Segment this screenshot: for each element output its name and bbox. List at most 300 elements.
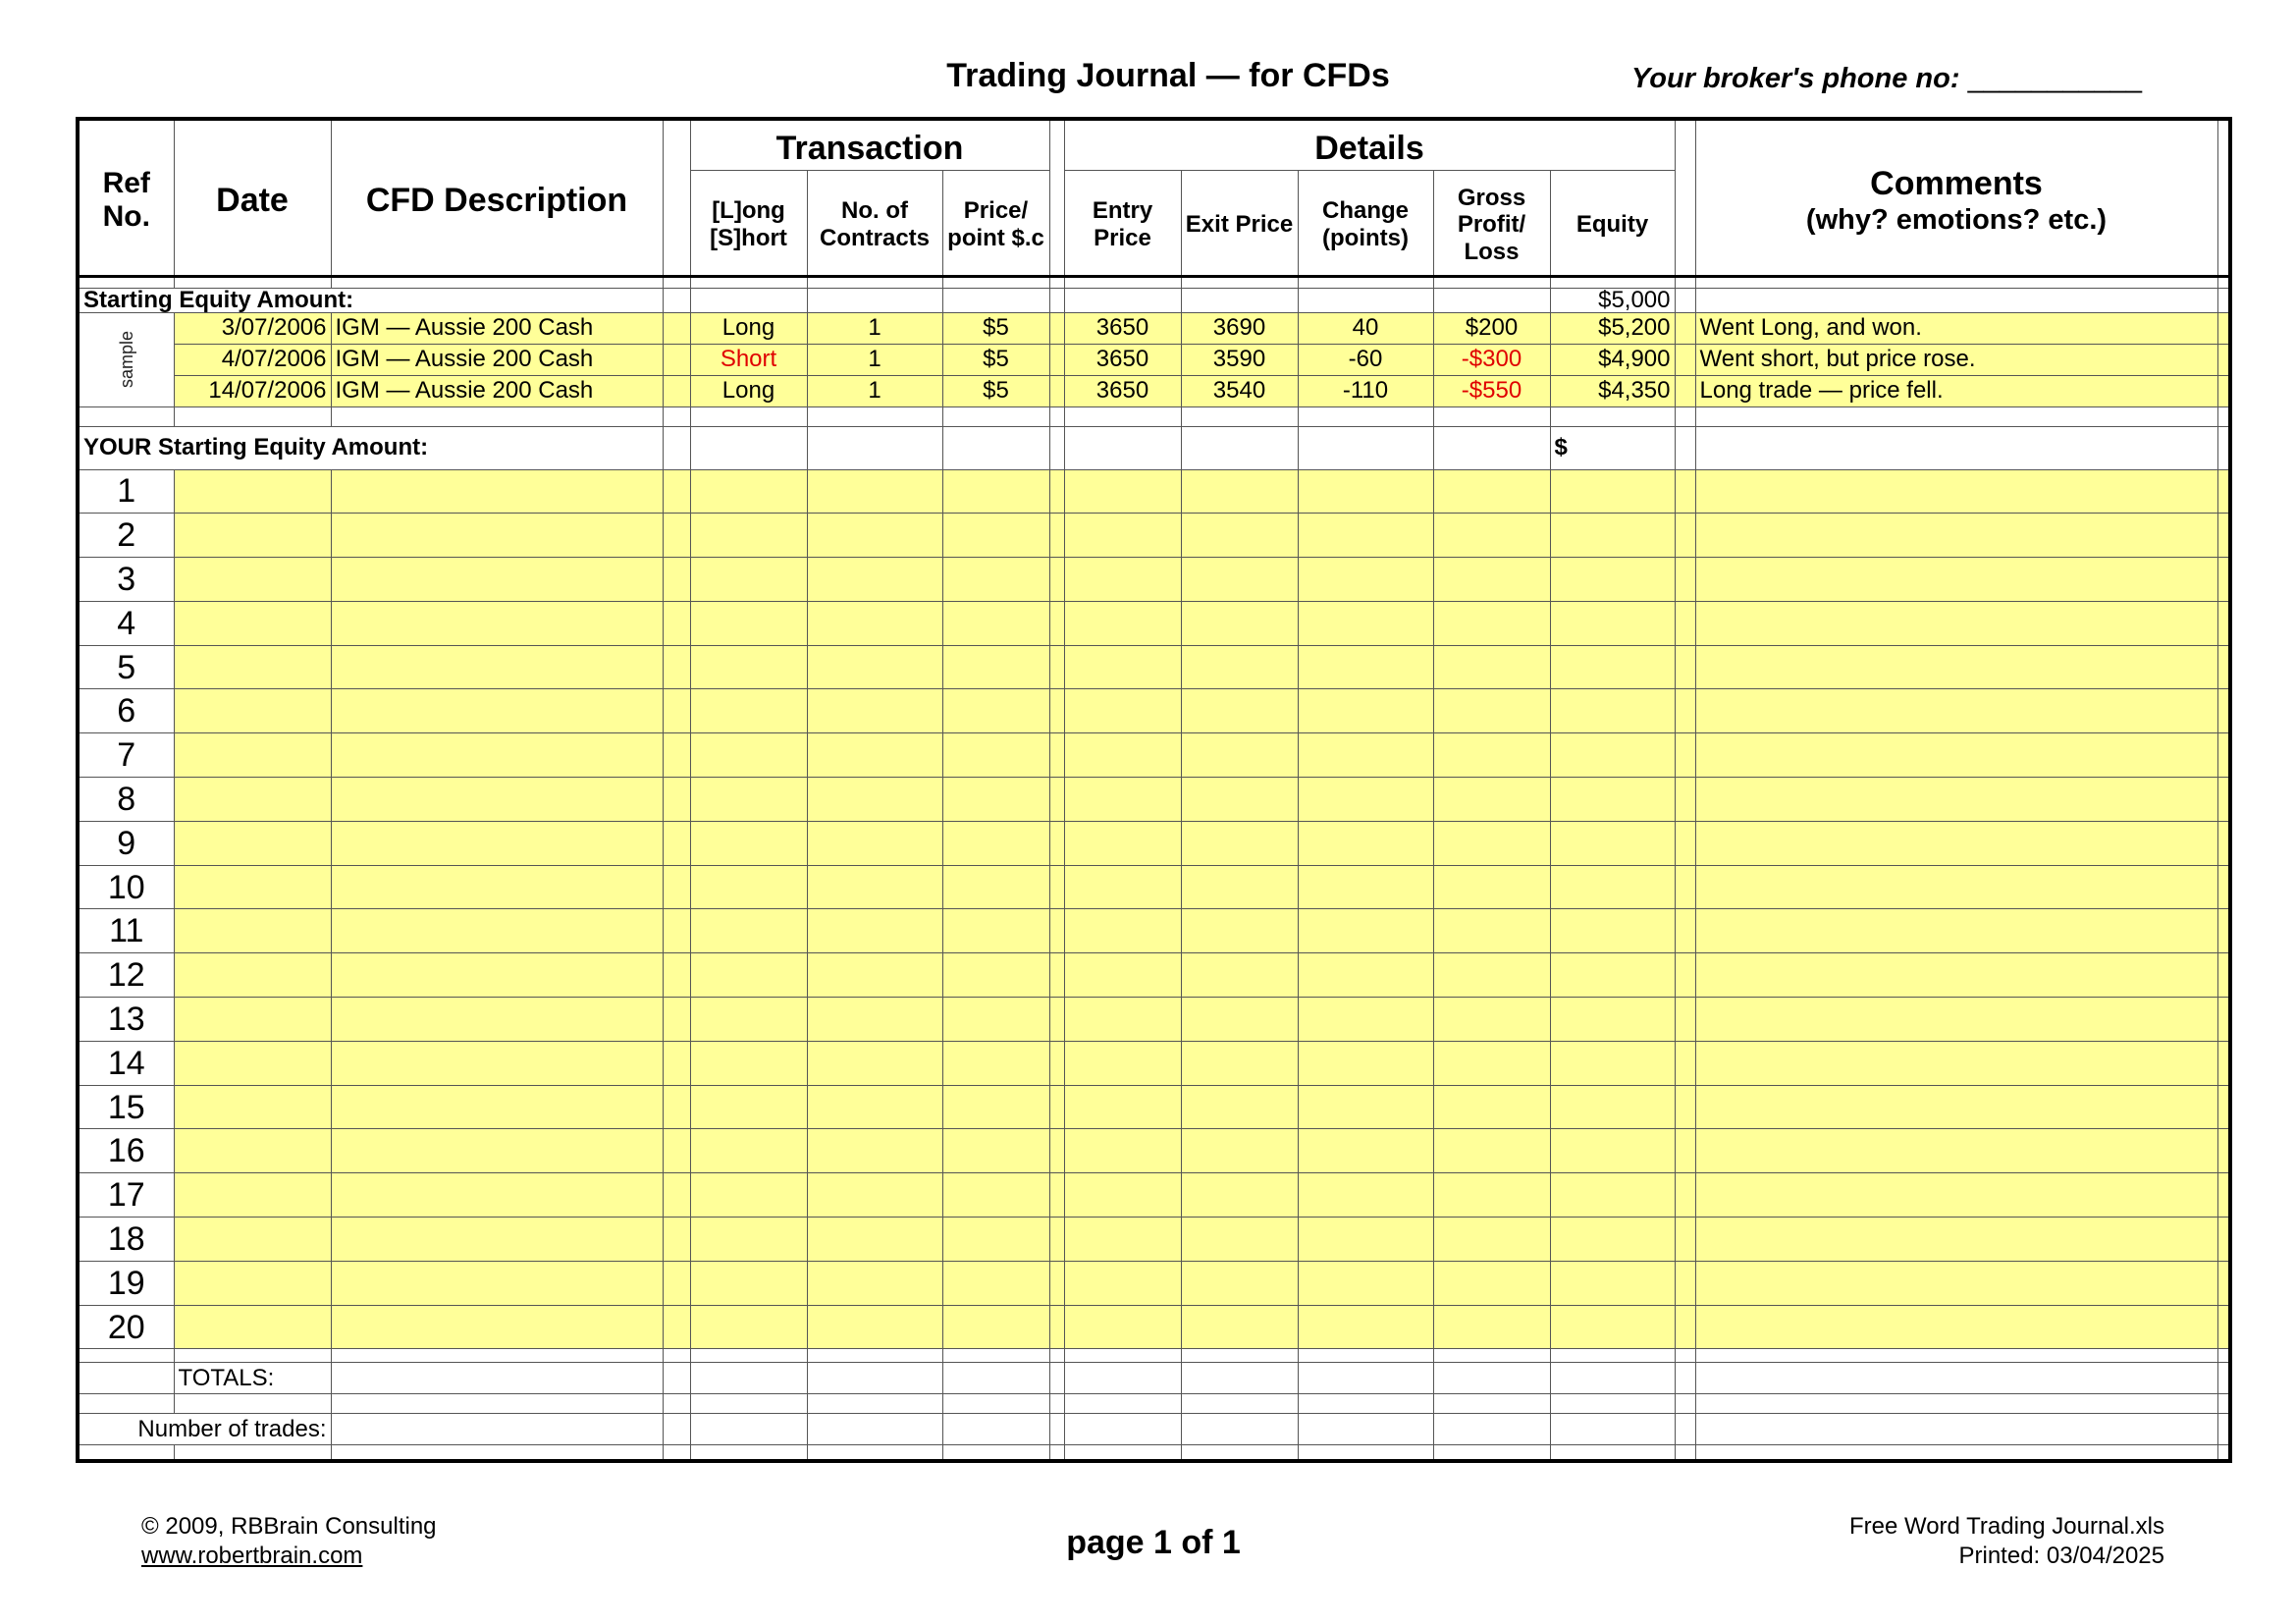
entry-input[interactable] [1064,514,1181,558]
exit-input[interactable] [1181,645,1298,689]
gross-input[interactable] [1433,909,1550,953]
equity-input[interactable] [1550,733,1675,778]
comment-input[interactable] [1695,733,2217,778]
long-short-input[interactable] [690,1305,807,1349]
comment-input[interactable] [1695,558,2217,602]
empty-cell [1675,1349,1695,1363]
date-input[interactable] [174,469,331,514]
spacer-col [1675,645,1695,689]
contracts-input[interactable] [807,469,942,514]
change-input[interactable] [1298,1261,1433,1305]
long-short-input[interactable] [690,514,807,558]
entry-input[interactable] [1064,1129,1181,1173]
long-short-input[interactable] [690,558,807,602]
price-point-input[interactable] [942,514,1049,558]
exit-input[interactable] [1181,733,1298,778]
contracts-input[interactable] [807,865,942,909]
exit-input[interactable] [1181,558,1298,602]
cfd-input[interactable] [331,1129,663,1173]
empty-cell [1064,1445,1181,1461]
gross-input[interactable] [1433,1041,1550,1085]
equity-input[interactable] [1550,953,1675,998]
empty-cell [174,276,331,288]
price-point-input[interactable] [942,1129,1049,1173]
price-point-input[interactable] [942,469,1049,514]
gross-input[interactable] [1433,689,1550,733]
spacer-col [1675,344,1695,375]
exit-input[interactable] [1181,689,1298,733]
exit-input[interactable] [1181,778,1298,822]
spacer-col [663,601,690,645]
empty-cell [1433,1445,1550,1461]
exit-input[interactable] [1181,1305,1298,1349]
entry-input[interactable] [1064,733,1181,778]
file-name: Free Word Trading Journal.xls [1848,1513,2164,1540]
comment-input[interactable] [1695,1218,2217,1262]
broker-phone-blank[interactable]: ___________ [1967,63,2142,94]
empty-cell [1181,1414,1298,1445]
exit-input[interactable] [1181,865,1298,909]
entry-input[interactable] [1064,1261,1181,1305]
empty-cell [942,1349,1049,1363]
contracts-input[interactable] [807,514,942,558]
spacer-col [1049,1085,1064,1129]
spacer-col [663,821,690,865]
gross-input[interactable] [1433,998,1550,1042]
price-point-input[interactable] [942,558,1049,602]
spacer-col [663,312,690,344]
comments-title: Comments [1870,164,2043,202]
gross-input[interactable] [1433,1261,1550,1305]
empty-cell [1550,1414,1675,1445]
equity-input[interactable] [1550,1085,1675,1129]
equity-input[interactable] [1550,601,1675,645]
empty-cell [690,426,807,469]
entry-input[interactable] [1064,821,1181,865]
change-input[interactable] [1298,865,1433,909]
spacer-col [2217,344,2230,375]
col-transaction-header: Transaction [690,119,1049,170]
empty-cell [1675,1363,1695,1394]
exit-input[interactable] [1181,514,1298,558]
change-input[interactable] [1298,1085,1433,1129]
sample-row [78,375,2230,406]
entry-input[interactable] [1064,601,1181,645]
cfd-input[interactable] [331,689,663,733]
change-input[interactable] [1298,689,1433,733]
exit-input[interactable] [1181,1085,1298,1129]
comment-input[interactable] [1695,909,2217,953]
spacer-col [2217,821,2230,865]
gross-input[interactable] [1433,733,1550,778]
cfd-input[interactable] [331,733,663,778]
contracts-input[interactable] [807,998,942,1042]
gross-input[interactable] [1433,953,1550,998]
spacer-col [2217,778,2230,822]
entry-input[interactable] [1064,689,1181,733]
gross-input[interactable] [1433,1173,1550,1218]
exit-input[interactable] [1181,1218,1298,1262]
spacer-col [1675,312,1695,344]
empty-cell [807,1445,942,1461]
gross-input[interactable] [1433,821,1550,865]
gross-input[interactable] [1433,778,1550,822]
gross-input[interactable] [1433,514,1550,558]
printed-date: Printed: 03/04/2025 [1958,1543,2164,1569]
date-input[interactable] [174,909,331,953]
empty-cell [663,1349,690,1363]
equity-input[interactable] [1550,514,1675,558]
cfd-input[interactable] [331,558,663,602]
change-input[interactable] [1298,601,1433,645]
change-input[interactable] [1298,778,1433,822]
comment-input[interactable] [1695,1129,2217,1173]
spacer-col [663,733,690,778]
gross-input[interactable] [1433,558,1550,602]
empty-cell [807,1414,942,1445]
gross-input[interactable] [1433,469,1550,514]
change-input[interactable] [1298,1173,1433,1218]
spacer-col [1675,1218,1695,1262]
comment-input[interactable] [1695,1261,2217,1305]
long-short-input[interactable] [690,601,807,645]
your-starting-equity-input[interactable]: $ [1550,426,1675,469]
equity-input[interactable] [1550,909,1675,953]
equity-input[interactable] [1550,558,1675,602]
exit-input[interactable] [1181,1173,1298,1218]
contracts-input[interactable] [807,1085,942,1129]
journal-entry-row [78,953,2230,998]
long-short-input[interactable] [690,909,807,953]
change-input[interactable] [1298,953,1433,998]
journal-entry-row [78,601,2230,645]
cfd-input[interactable] [331,821,663,865]
long-short-input[interactable] [690,645,807,689]
equity-input[interactable] [1550,821,1675,865]
cfd-input[interactable] [331,1085,663,1129]
date-input[interactable] [174,601,331,645]
date-input[interactable] [174,1085,331,1129]
date-input[interactable] [174,558,331,602]
empty-cell [690,1363,807,1394]
ref-number: 5 [78,645,174,689]
empty-cell [942,1414,1049,1445]
contracts-input[interactable] [807,909,942,953]
cfd-input[interactable] [331,909,663,953]
col-comments-header [1695,119,2217,276]
date-input[interactable] [174,645,331,689]
change-input[interactable] [1298,514,1433,558]
exit-input[interactable] [1181,1129,1298,1173]
equity-input[interactable] [1550,645,1675,689]
empty-cell [1064,288,1181,312]
date-input[interactable] [174,733,331,778]
equity-input[interactable] [1550,998,1675,1042]
change-input[interactable] [1298,821,1433,865]
cfd-input[interactable] [331,601,663,645]
price-point-input[interactable] [942,865,1049,909]
journal-entry-row [78,778,2230,822]
spacer-col [2217,1305,2230,1349]
entry-input[interactable] [1064,1041,1181,1085]
comment-input[interactable] [1695,514,2217,558]
date-input[interactable] [174,953,331,998]
entry-input[interactable] [1064,909,1181,953]
price-point-input[interactable] [942,1305,1049,1349]
empty-cell [942,426,1049,469]
empty-cell [1433,288,1550,312]
comment-input[interactable] [1695,1173,2217,1218]
cfd-input[interactable] [331,1305,663,1349]
sample-row [78,312,2230,344]
price-point-input[interactable] [942,953,1049,998]
empty-cell [663,1414,690,1445]
price-point-input[interactable] [942,601,1049,645]
contracts-input[interactable] [807,689,942,733]
empty-cell [1695,1394,2217,1414]
long-short-input[interactable] [690,1041,807,1085]
entry-input[interactable] [1064,1305,1181,1349]
cfd-input[interactable] [331,778,663,822]
date-input[interactable] [174,821,331,865]
entry-input[interactable] [1064,469,1181,514]
contracts-input[interactable] [807,601,942,645]
exit-input[interactable] [1181,909,1298,953]
contracts-input[interactable] [807,778,942,822]
contracts-input[interactable] [807,821,942,865]
empty-cell [1675,406,1695,426]
spacer-col [1049,1041,1064,1085]
comment-input[interactable] [1695,689,2217,733]
change-input[interactable] [1298,645,1433,689]
long-short-input[interactable] [690,953,807,998]
long-short-input[interactable] [690,778,807,822]
comment-input[interactable] [1695,821,2217,865]
cfd-input[interactable] [331,1041,663,1085]
spacer-col [1049,909,1064,953]
change-input[interactable] [1298,909,1433,953]
date-input[interactable] [174,998,331,1042]
cfd-input[interactable] [331,865,663,909]
entry-input[interactable] [1064,865,1181,909]
comment-input[interactable] [1695,1305,2217,1349]
entry-input[interactable] [1064,998,1181,1042]
empty-cell [1049,1349,1064,1363]
exit-input[interactable] [1181,821,1298,865]
spacer-col [1675,469,1695,514]
spacer-col [1675,601,1695,645]
contracts-input[interactable] [807,558,942,602]
price-point-input[interactable] [942,1261,1049,1305]
exit-input[interactable] [1181,469,1298,514]
equity-input[interactable] [1550,865,1675,909]
contracts-input[interactable] [807,1261,942,1305]
comment-input[interactable] [1695,1041,2217,1085]
long-short-input[interactable] [690,469,807,514]
spacer-col [1049,375,1064,406]
cfd-input[interactable] [331,645,663,689]
long-short-input[interactable] [690,1173,807,1218]
price-point-input[interactable] [942,1085,1049,1129]
gross-input[interactable] [1433,1085,1550,1129]
entry-input[interactable] [1064,1173,1181,1218]
empty-cell [1433,426,1550,469]
long-short-input[interactable] [690,1129,807,1173]
exit-input[interactable] [1181,1041,1298,1085]
empty-cell [174,1349,331,1363]
change-input[interactable] [1298,1305,1433,1349]
date-input[interactable] [174,514,331,558]
equity-input[interactable] [1550,1041,1675,1085]
change-input[interactable] [1298,1129,1433,1173]
long-short-input[interactable] [690,821,807,865]
comment-input[interactable] [1695,778,2217,822]
contracts-input[interactable] [807,1173,942,1218]
cfd-input[interactable] [331,469,663,514]
empty-cell [1695,1349,2217,1363]
equity-input[interactable] [1550,1129,1675,1173]
price-point-input[interactable] [942,778,1049,822]
date-input[interactable] [174,1305,331,1349]
exit-input[interactable] [1181,1261,1298,1305]
equity-input[interactable] [1550,469,1675,514]
cfd-input[interactable] [331,953,663,998]
equity-input[interactable] [1550,1218,1675,1262]
equity-input[interactable] [1550,778,1675,822]
gross-input[interactable] [1433,1305,1550,1349]
contracts-input[interactable] [807,1218,942,1262]
empty-cell [663,1363,690,1394]
comment-input[interactable] [1695,1085,2217,1129]
empty-cell [690,288,807,312]
long-short-input[interactable] [690,1261,807,1305]
date-input[interactable] [174,1261,331,1305]
price-point-input[interactable] [942,733,1049,778]
equity-input[interactable] [1550,1261,1675,1305]
cfd-input[interactable] [331,1173,663,1218]
long-short-input[interactable] [690,865,807,909]
long-short-input[interactable] [690,1218,807,1262]
sample-contracts: 1 [807,344,942,375]
gross-input[interactable] [1433,601,1550,645]
comment-input[interactable] [1695,645,2217,689]
comment-input[interactable] [1695,953,2217,998]
cfd-input[interactable] [331,1261,663,1305]
gross-input[interactable] [1433,1129,1550,1173]
entry-input[interactable] [1064,645,1181,689]
equity-input[interactable] [1550,1173,1675,1218]
change-input[interactable] [1298,558,1433,602]
exit-input[interactable] [1181,601,1298,645]
comment-input[interactable] [1695,601,2217,645]
empty-cell [1064,406,1181,426]
entry-input[interactable] [1064,953,1181,998]
contracts-input[interactable] [807,645,942,689]
gross-input[interactable] [1433,1218,1550,1262]
exit-input[interactable] [1181,998,1298,1042]
website-link[interactable]: www.robertbrain.com [141,1543,363,1569]
contracts-input[interactable] [807,1305,942,1349]
spacer-col [1049,953,1064,998]
empty-cell [78,276,174,288]
ref-number: 19 [78,1261,174,1305]
price-point-input[interactable] [942,1218,1049,1262]
gross-input[interactable] [1433,865,1550,909]
empty-cell [1550,1394,1675,1414]
price-point-input[interactable] [942,1173,1049,1218]
price-point-input[interactable] [942,909,1049,953]
comment-input[interactable] [1695,865,2217,909]
long-short-input[interactable] [690,1085,807,1129]
spacer-row [78,406,2230,426]
starting-equity-row [78,288,2230,312]
sample-equity: $4,350 [1550,375,1675,406]
comment-input[interactable] [1695,998,2217,1042]
change-input[interactable] [1298,469,1433,514]
equity-input[interactable] [1550,1305,1675,1349]
price-point-input[interactable] [942,645,1049,689]
sample-change: -110 [1298,375,1433,406]
long-short-input[interactable] [690,733,807,778]
change-input[interactable] [1298,998,1433,1042]
contracts-input[interactable] [807,1129,942,1173]
long-short-input[interactable] [690,689,807,733]
long-short-input[interactable] [690,998,807,1042]
change-input[interactable] [1298,1041,1433,1085]
entry-input[interactable] [1064,778,1181,822]
contracts-input[interactable] [807,733,942,778]
date-input[interactable] [174,689,331,733]
date-input[interactable] [174,865,331,909]
exit-input[interactable] [1181,953,1298,998]
date-input[interactable] [174,1218,331,1262]
empty-cell [1695,276,2217,288]
cfd-input[interactable] [331,1218,663,1262]
empty-cell [1298,1414,1433,1445]
cfd-input[interactable] [331,998,663,1042]
date-input[interactable] [174,1129,331,1173]
cfd-input[interactable] [331,514,663,558]
price-point-input[interactable] [942,689,1049,733]
contracts-input[interactable] [807,1041,942,1085]
price-point-input[interactable] [942,998,1049,1042]
spacer-col [1049,778,1064,822]
gross-input[interactable] [1433,645,1550,689]
contracts-input[interactable] [807,953,942,998]
comment-input[interactable] [1695,469,2217,514]
empty-cell [331,406,663,426]
entry-input[interactable] [1064,558,1181,602]
date-input[interactable] [174,1041,331,1085]
sample-cfd: IGM — Aussie 200 Cash [331,344,663,375]
page-number: page 1 of 1 [1066,1524,1241,1561]
journal-entry-row [78,865,2230,909]
change-input[interactable] [1298,1218,1433,1262]
change-input[interactable] [1298,733,1433,778]
empty-cell [807,276,942,288]
entry-input[interactable] [1064,1218,1181,1262]
broker-phone [1631,63,2142,95]
price-point-input[interactable] [942,821,1049,865]
spacer-col [1675,558,1695,602]
equity-input[interactable] [1550,689,1675,733]
entry-input[interactable] [1064,1085,1181,1129]
sample-comment: Long trade — price fell. [1695,375,2217,406]
date-input[interactable] [174,1173,331,1218]
price-point-input[interactable] [942,1041,1049,1085]
date-input[interactable] [174,778,331,822]
empty-cell [2217,1414,2230,1445]
